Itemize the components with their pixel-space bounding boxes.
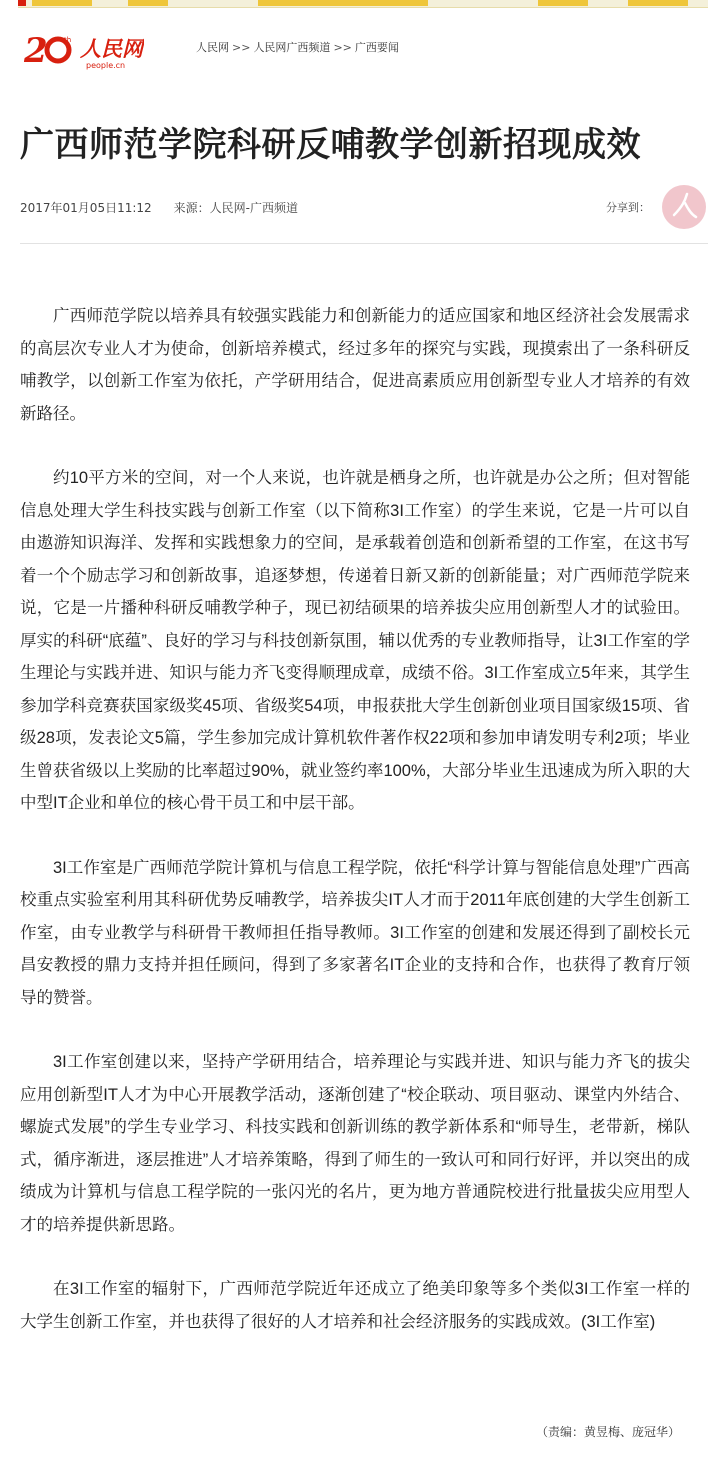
article-paragraph: 广西师范学院以培养具有较强实践能力和创新能力的适应国家和地区经济社会发展需求的高层次专业人才为使命，创新培养模式，经过多年的探究与实践，现摸索出了一条科研反哺教学，以创新工作室为依托，产学研用结合，促进高素质应用创新型专业人才培养的有效新路径。 [20, 307, 690, 423]
breadcrumb-guangxi-channel[interactable]: 人民网广西频道 [253, 41, 331, 54]
article-paragraph: 约10平方米的空间，对一个人来说，也许就是栖身之所，也许就是办公之所；但对智能信息处理大学生科技实践与创新工作室（以下简称3I工作室）的学生来说，它是一片可以自由遨游知识海洋、发挥和实践想象力的空间，是承载着创造和创新希望的工作室，在这书写着一个个励志学习和创新故事，追逐梦想，传递着日新又新的创新能量；对广西师范学院来说，它是一片播种科研反哺教学种子，现已初结硕果的培养拔尖应用创新型人才的试验田。厚实的科研“底蕴”、良好的学习与科技创新氛围，辅以优秀的专业教师指导，让3I工作室的学生理论与实践并进、知识与能力齐飞变得顺理成章，成绩不俗。3I工作室成立5年来，其学生参加学科竞赛获国家级奖45项、省级奖54项，申报获批大学生创新创业项目国家级15项、省级28项，发表论文5篇，学生参加完成计算机软件著作权22项和参加申请发明专利2项；毕业生曾获省级以上奖励的比率超过90%，就业签约率100%，大部分毕业生迅速成为所入职的大中型IT企业和单位的核心骨干员工和中层干部。 [20, 469, 690, 812]
svg-text:people.cn: people.cn [86, 61, 126, 70]
svg-text:th: th [64, 36, 72, 44]
people-logo[interactable] [24, 28, 144, 70]
svg-text:2: 2 [24, 31, 48, 70]
people-share-icon[interactable] [662, 185, 706, 229]
logo-icon [24, 28, 144, 70]
article-paragraph: 在3I工作室的辐射下，广西师范学院近年还成立了绝美印象等多个类似3I工作室一样的大学生创新工作室，并也获得了很好的人才培养和社会经济服务的实践成效。(3I工作室) [20, 1280, 690, 1331]
article-paragraph: 3I工作室创建以来，坚持产学研用结合，培养理论与实践并进、知识与能力齐飞的拔尖应用创新型IT人才为中心开展教学活动，逐渐创建了“校企联动、项目驱动、课堂内外结合、螺旋式发展”的学生专业学习、科技实践和创新训练的教学新体系和“师导生，老带新，梯队式，循序渐进，逐层推进”人才培养策略，得到了师生的一致认可和同行好评，并以突出的成绩成为计算机与信息工程学院的一张闪光的名片，更为地方普通院校进行批量拔尖应用型人才的培养提供新思路。 [20, 1053, 690, 1234]
breadcrumb-separator: >> [232, 41, 251, 54]
article-meta [20, 199, 298, 216]
editor-credit: （责编：黄昱梅、庞冠华） [535, 1425, 680, 1439]
breadcrumb-separator: >> [333, 41, 352, 54]
publish-date: 2017年01月05日11:12 [20, 201, 152, 215]
header-divider [20, 243, 708, 244]
article-paragraph: 3I工作室是广西师范学院计算机与信息工程学院，依托“科学计算与智能信息处理”广西高校重点实验室利用其科研优势反哺教学，培养拔尖IT人才而于2011年底创建的大学生创新工作室，由专业教学与科研骨干教师担任指导教师。3I工作室的创建和发展还得到了副校长元昌安教授的鼎力支持并担任顾问，得到了多家著名IT企业的支持和合作，也获得了教育厅领导的赞誉。 [20, 858, 690, 1007]
article-source[interactable]: 来源：人民网-广西频道 [173, 201, 299, 215]
share-label: 分享到： [606, 201, 650, 214]
svg-text:人民网: 人民网 [80, 36, 143, 61]
breadcrumb-people[interactable]: 人民网 [196, 41, 229, 54]
breadcrumb [196, 39, 399, 55]
top-banner[interactable] [18, 0, 708, 8]
breadcrumb-guangxi-news[interactable]: 广西要闻 [354, 41, 399, 54]
article-title: 广西师范学院科研反哺教学创新招现成效 [20, 125, 641, 165]
article-body [20, 300, 690, 1370]
